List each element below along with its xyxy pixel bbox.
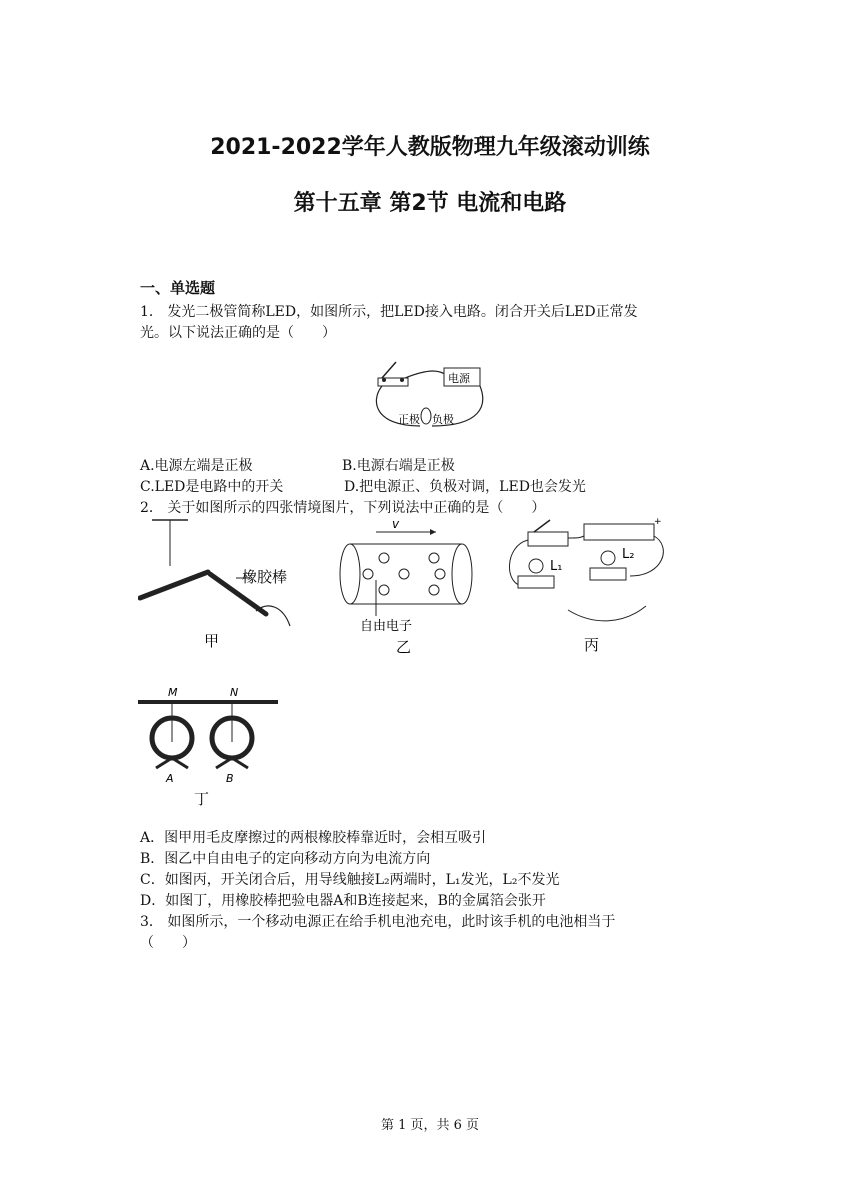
q2-option-b: B．图乙中自由电子的定向移动方向为电流方向: [140, 851, 431, 867]
q3-stem-line1: 3． 如图所示，一个移动电源正在给手机电池充电，此时该手机的电池相当于: [140, 914, 616, 930]
q2-ding-m-label: M: [168, 686, 178, 699]
q2-option-d: D．如图丁，用橡胶棒把验电器A和B连接起来，B的金属箔会张开: [140, 893, 546, 909]
q1-option-a: A.电源左端是正极: [140, 458, 253, 474]
q1-fig-power-label: 电源: [448, 372, 470, 385]
q2-figure-ding: [138, 672, 278, 812]
q2-yi-caption: 乙: [396, 638, 412, 656]
q1-option-c: C.LED是电路中的开关: [140, 479, 284, 495]
q1-option-d: D.把电源正、负极对调，LED也会发光: [344, 479, 586, 495]
q2-bing-l2-label: L₂: [622, 547, 635, 562]
q1-fig-negative-label: 负极: [432, 413, 454, 426]
q2-figure-bing: [504, 516, 674, 656]
document-subtitle: 第十五章 第2节 电流和电路: [293, 191, 567, 216]
q2-yi-electron-label: 自由电子: [360, 619, 413, 634]
q2-figure-yi: [336, 516, 486, 656]
document-title: 2021-2022学年人教版物理九年级滚动训练: [210, 135, 650, 160]
q2-option-a: A．图甲用毛皮摩擦过的两根橡胶棒靠近时，会相互吸引: [140, 830, 487, 846]
q1-stem-line2: 光。以下说法正确的是（ ）: [140, 325, 336, 341]
q2-ding-a-label: A: [166, 772, 174, 785]
q1-option-b: B.电源右端是正极: [342, 458, 455, 474]
page-footer: 第 1 页，共 6 页: [380, 1118, 480, 1133]
q3-stem-line2: （ ）: [140, 935, 196, 951]
q2-jia-caption: 甲: [204, 632, 220, 650]
q1-stem-line1: 1． 发光二极管简称LED，如图所示，把LED接入电路。闭合开关后LED正常发: [140, 304, 638, 320]
q2-option-c: C．如图丙，开关闭合后，用导线触接L₂两端时，L₁发光，L₂不发光: [140, 872, 560, 888]
q2-ding-caption: 丁: [194, 790, 210, 808]
q2-ding-b-label: B: [226, 772, 234, 785]
q2-stem-line1: 2． 关于如图所示的四张情境图片，下列说法中正确的是（ ）: [140, 500, 546, 516]
q2-yi-velocity-label: v: [392, 517, 400, 531]
q2-ding-n-label: N: [230, 686, 239, 699]
q2-figure-jia: [138, 516, 308, 656]
q2-bing-l1-label: L₁: [550, 559, 563, 574]
q2-jia-rod-label: 橡胶棒: [242, 568, 288, 586]
section-heading: 一、单选题: [140, 279, 216, 297]
svg-text:+: +: [654, 517, 662, 527]
q1-fig-positive-label: 正极: [398, 413, 420, 426]
q1-led-circuit-figure: [370, 356, 490, 436]
q2-bing-caption: 丙: [584, 636, 600, 654]
